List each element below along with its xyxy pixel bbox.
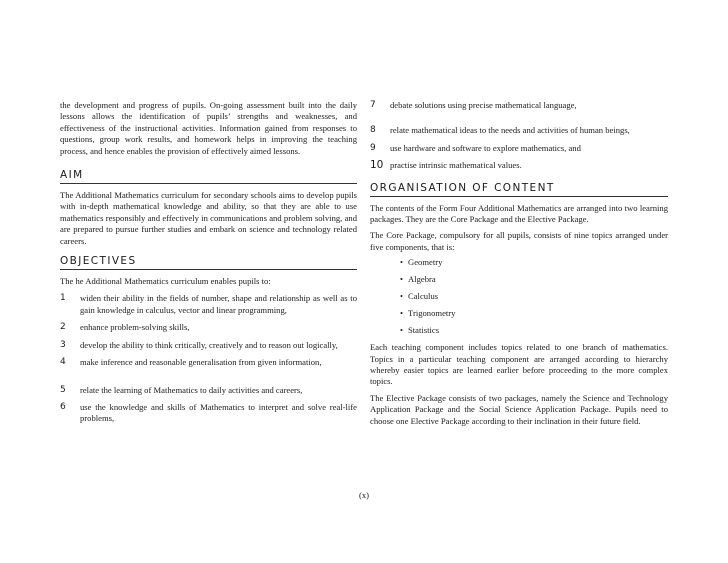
objective-item [370,160,668,171]
objective-item [370,143,668,154]
objective-item [370,125,668,136]
objective-number: 6 [60,401,66,412]
objective-item [60,357,357,368]
objective-text: relate the learning of Mathematics to daily activities and careers, [80,384,303,395]
objective-item [60,340,357,351]
objective-number: 8 [370,125,376,136]
objective-text: relate mathematical ideas to the needs and activities of human beings, [390,125,630,136]
organisation-paragraph: The Elective Package consists of two packages, namely the Science and Technology Application Package and the Social Science Application Package. Pupils need to choose one Elective Package according to their inclination in their future field. [370,392,668,426]
objective-text: enhance problem-solving skills, [80,322,190,333]
objective-number: 1 [60,293,66,304]
objective-text: use hardware and software to explore mathematics, and [390,142,581,153]
objective-number: 3 [60,339,66,350]
objective-number: 7 [370,100,376,110]
objectives-heading: OBJECTIVES [60,255,357,270]
organisation-heading: ORGANISATION OF CONTENT [370,182,668,197]
page-number: (x) [358,490,370,500]
objective-text: use the knowledge and skills of Mathematics to interpret and solve real-life problems, [80,401,357,424]
objective-number: 4 [60,357,66,368]
aim-heading: AIM [60,169,357,184]
objective-text: make inference and reasonable generalisation from given information, [80,357,322,368]
aim-paragraph: The Additional Mathematics curriculum for secondary schools aims to develop pupils with in-depth mathematical knowledge and ability, so that they are able to use mathematics responsibly and effectively in communications and problem solving, and are prepared to pursue further studies and embark on science and technology related careers. [60,190,357,246]
objective-text: widen their ability in the fields of number, shape and relationship as well as to gain knowledge in calculus, vector and linear programming, [80,293,357,315]
objective-text: debate solutions using precise mathematical language, [390,100,577,110]
objective-number: 9 [370,142,376,153]
component-list [370,257,668,336]
objective-text: practise intrinsic mathematical values. [390,160,522,171]
list-item: • Algebra [400,274,668,285]
organisation-paragraph: The Core Package, compulsory for all pupils, consists of nine topics arranged under five components, that is: [370,230,668,252]
objective-number: 5 [60,384,66,395]
objective-number: 2 [60,322,66,333]
organisation-paragraph: The contents of the Form Four Additional Mathematics are arranged into two learning packages. They are the Core Package and the Elective Package. [370,202,668,225]
list-item: • Trigonometry [400,308,668,319]
objective-number: 10 [370,159,384,172]
list-item: • Calculus [400,291,668,302]
objective-item [60,402,357,425]
objective-item [60,385,357,396]
objective-item [60,293,357,316]
right-column [370,100,668,427]
left-column [60,100,357,425]
list-item: • Statistics [400,325,668,336]
objective-item [60,322,357,333]
intro-paragraph: the development and progress of pupils. On-going assessment built into the daily lessons allows the identification of pupils’ strengths and weaknesses, and effectiveness of the instructional activities. Information gained from responses to questions, group work results, and homework helps in improving the teaching process, and hence enables the provision of effectively aimed lessons. [60,100,357,156]
organisation-paragraph: Each teaching component includes topics related to one branch of mathematics. Topics in a particular teaching component are arranged according to hierarchy whereby easier topics are learned earlier before proceeding to the more complex topics. [370,342,668,387]
objective-text: develop the ability to think critically, creatively and to reason out logically, [80,339,338,350]
objective-item [370,100,668,111]
list-item: • Geometry [400,257,668,268]
objectives-intro: The he Additional Mathematics curriculum enables pupils to: [60,276,271,287]
